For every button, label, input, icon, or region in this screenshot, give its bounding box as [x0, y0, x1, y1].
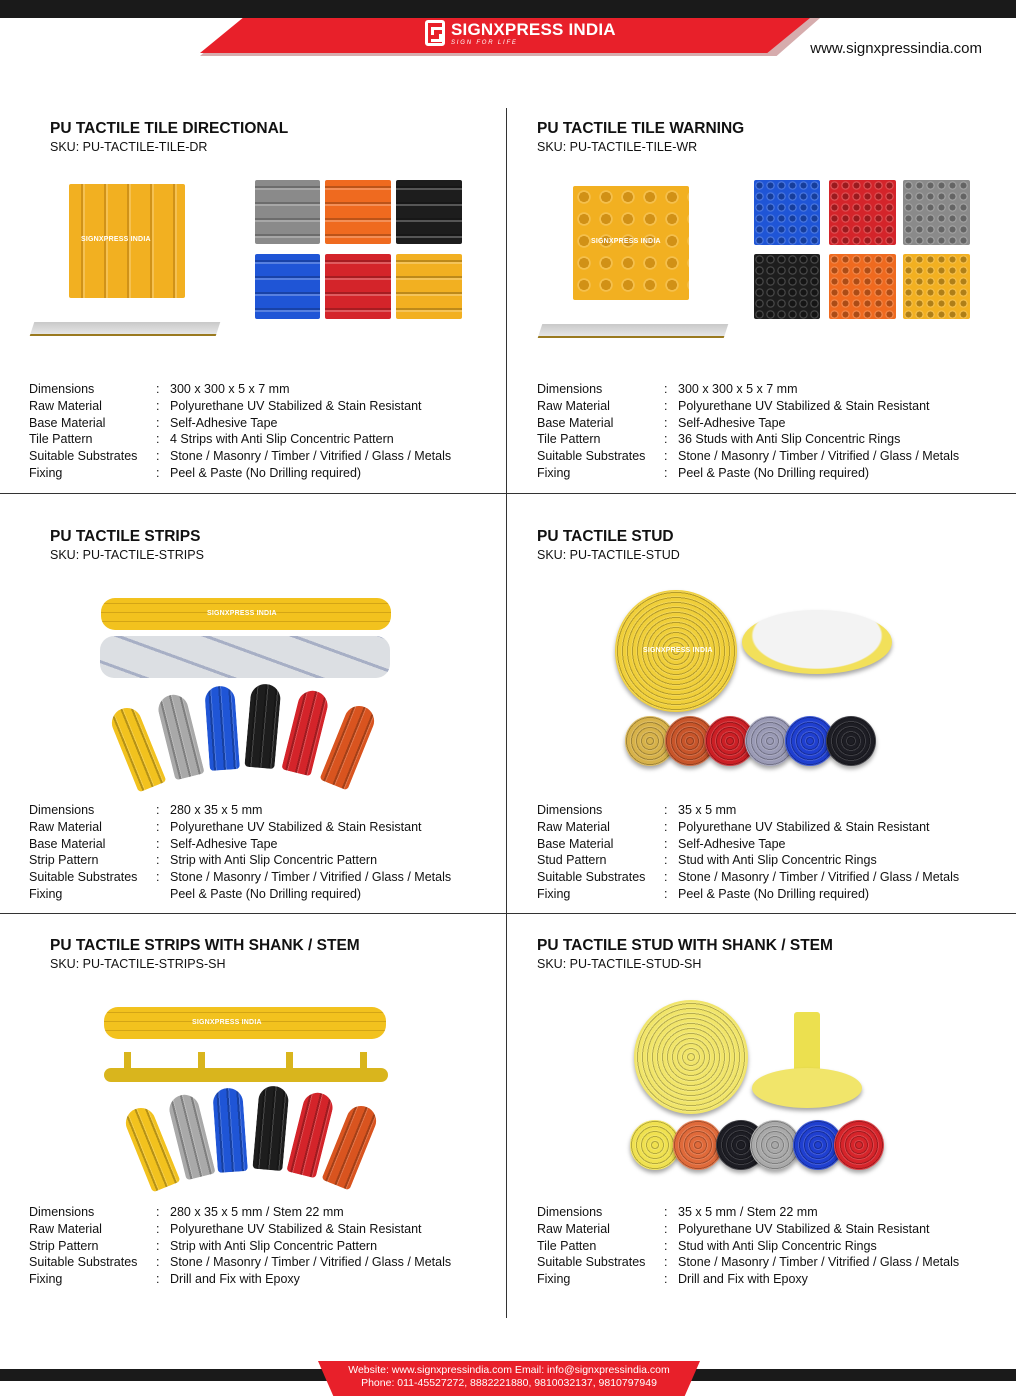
spec-row [537, 802, 959, 819]
spec-label: Suitable Substrates [29, 1255, 138, 1270]
spec-value: 300 x 300 x 5 x 7 mm [170, 382, 290, 396]
spec-value: Strip with Anti Slip Concentric Pattern [170, 853, 378, 868]
product-sku: SKU: PU-TACTILE-STRIPS [50, 548, 204, 562]
stud-swatch-red [834, 1120, 884, 1170]
strip-stem [360, 1052, 367, 1070]
spec-colon: : [156, 382, 160, 396]
strip-adhesive-back-image [100, 636, 390, 678]
spec-row [29, 1254, 451, 1271]
spec-row [537, 1271, 959, 1288]
spec-colon: : [664, 415, 668, 430]
spec-value: 35 x 5 mm / Stem 22 mm [678, 1205, 818, 1219]
product-title: PU TACTILE STRIPS WITH SHANK / STEM [50, 937, 360, 954]
spec-label: Base Material [29, 836, 106, 851]
spec-label: Tile Pattern [29, 432, 93, 447]
spec-row [29, 431, 451, 448]
spec-row [29, 1204, 451, 1221]
spec-row [537, 1204, 959, 1221]
spec-colon: : [664, 870, 668, 885]
spec-value: Drill and Fix with Epoxy [678, 1272, 808, 1287]
tile-adhesive-base-image [30, 322, 221, 336]
spec-row [29, 398, 451, 415]
tile-swatch-black [396, 180, 462, 244]
spec-colon: : [156, 1255, 160, 1270]
strip-brand-mark: SIGNXPRESS INDIA [192, 1019, 262, 1026]
spec-value: Stone / Masonry / Timber / Vitrified / Glass / Metals [170, 1255, 452, 1270]
stud-shank-base-image [752, 1068, 862, 1108]
strip-shank-side-image [104, 1068, 388, 1082]
strip-swatch-orange [319, 701, 378, 790]
spec-value: Stone / Masonry / Timber / Vitrified / Glass / Metals [678, 1255, 960, 1270]
strip-stem [124, 1052, 131, 1070]
spec-colon: : [156, 870, 160, 885]
spec-colon: : [156, 836, 160, 851]
strip-shank-top-image [104, 1007, 386, 1039]
spec-label: Dimensions [29, 803, 95, 817]
product-title: PU TACTILE STRIPS [50, 528, 201, 545]
spec-label: Dimensions [29, 1205, 95, 1219]
product-specs [29, 802, 451, 903]
spec-label: Suitable Substrates [537, 449, 646, 464]
spec-colon: : [156, 432, 160, 447]
spec-value: Polyurethane UV Stabilized & Stain Resistant [170, 819, 422, 834]
spec-label: Fixing [537, 465, 571, 480]
spec-row [29, 886, 451, 903]
spec-label: Stud Pattern [537, 853, 607, 868]
spec-colon: : [156, 1238, 160, 1253]
spec-value: 4 Strips with Anti Slip Concentric Pattern [170, 432, 394, 447]
spec-row [29, 836, 451, 853]
strip-stem [198, 1052, 205, 1070]
spec-colon: : [664, 398, 668, 413]
product-sku: SKU: PU-TACTILE-STRIPS-SH [50, 957, 226, 971]
spec-value: Polyurethane UV Stabilized & Stain Resistant [678, 398, 930, 413]
strip-swatch-blue [204, 685, 240, 771]
spec-row [537, 448, 959, 465]
spec-colon: : [664, 836, 668, 851]
row-divider-2 [0, 913, 1016, 914]
tile-adhesive-base-image [538, 324, 729, 338]
spec-colon: : [664, 853, 668, 868]
spec-value: Self-Adhesive Tape [170, 415, 278, 430]
stud-adhesive-back-image [742, 610, 892, 674]
spec-colon: : [156, 819, 160, 834]
tile-swatch-blue [255, 254, 320, 319]
spec-value: Polyurethane UV Stabilized & Stain Resistant [170, 1221, 422, 1236]
spec-label: Raw Material [537, 398, 610, 413]
spec-row [29, 415, 451, 432]
spec-value: Drill and Fix with Epoxy [170, 1272, 300, 1287]
product-sku: SKU: PU-TACTILE-TILE-WR [537, 140, 698, 154]
tile-swatch-blue [754, 180, 820, 245]
spec-label: Dimensions [537, 1205, 603, 1219]
strip-swatch-blue [212, 1087, 248, 1173]
spec-label: Suitable Substrates [537, 1255, 646, 1270]
spec-value: Stone / Masonry / Timber / Vitrified / Glass / Metals [678, 449, 960, 464]
strip-stem [286, 1052, 293, 1070]
spec-colon: : [156, 1205, 160, 1219]
spec-row [537, 398, 959, 415]
tile-swatch-yellow [396, 254, 462, 319]
tile-swatch-grey [255, 180, 320, 244]
spec-label: Fixing [29, 465, 63, 480]
spec-label: Strip Pattern [29, 853, 99, 868]
spec-colon: : [664, 803, 668, 817]
spec-colon: : [156, 1221, 160, 1236]
spec-value: Stone / Masonry / Timber / Vitrified / Glass / Metals [170, 870, 452, 885]
spec-value: 35 x 5 mm [678, 803, 737, 817]
product-specs [537, 381, 959, 482]
spec-colon: : [156, 1272, 160, 1287]
spec-label: Dimensions [537, 382, 603, 396]
spec-value: 36 Studs with Anti Slip Concentric Rings [678, 432, 901, 447]
spec-row [537, 1254, 959, 1271]
spec-row [537, 381, 959, 398]
strip-swatch-yellow [107, 703, 166, 792]
product-specs [29, 1204, 451, 1288]
spec-colon: : [664, 382, 668, 396]
warning-tile-main-image [573, 186, 689, 300]
spec-value: Peel & Paste (No Drilling required) [678, 886, 870, 901]
spec-value: Strip with Anti Slip Concentric Pattern [170, 1238, 378, 1253]
spec-row [537, 819, 959, 836]
spec-row [537, 886, 959, 903]
spec-value: Polyurethane UV Stabilized & Stain Resistant [170, 398, 422, 413]
spec-row [537, 869, 959, 886]
spec-label: Fixing [537, 886, 571, 901]
spec-label: Tile Pattern [537, 432, 601, 447]
footer-contact [318, 1364, 700, 1390]
spec-colon: : [664, 1205, 668, 1219]
spec-row [537, 1238, 959, 1255]
spec-colon: : [664, 819, 668, 834]
product-title: PU TACTILE STUD WITH SHANK / STEM [537, 937, 833, 954]
spec-value: Self-Adhesive Tape [678, 836, 786, 851]
tile-swatch-red [325, 254, 391, 319]
tile-swatch-black [754, 254, 820, 319]
header-website: www.signxpressindia.com [810, 40, 982, 57]
spec-value: Peel & Paste (No Drilling required) [170, 886, 362, 901]
spec-row [29, 1238, 451, 1255]
spec-row [537, 836, 959, 853]
spec-label: Raw Material [29, 819, 102, 834]
spec-value: Self-Adhesive Tape [170, 836, 278, 851]
tile-swatch-orange [325, 180, 391, 244]
spec-colon: : [156, 465, 160, 480]
spec-colon: : [664, 1221, 668, 1236]
footer-phone: Phone: 011-45527272, 8882221880, 9810032137, 9810797949 [361, 1377, 657, 1389]
spec-value: Peel & Paste (No Drilling required) [678, 465, 870, 480]
spec-row [537, 852, 959, 869]
spec-label: Base Material [537, 836, 614, 851]
spec-value: 280 x 35 x 5 mm [170, 803, 263, 817]
stud-shank-top-image [634, 1000, 748, 1114]
spec-label: Raw Material [537, 1221, 610, 1236]
spec-colon: : [664, 449, 668, 464]
stud-swatch-black [826, 716, 876, 766]
column-divider [506, 108, 507, 1318]
tile-swatch-grey [903, 180, 970, 245]
product-specs [537, 1204, 959, 1288]
spec-value: 280 x 35 x 5 mm / Stem 22 mm [170, 1205, 344, 1219]
spec-label: Strip Pattern [29, 1238, 99, 1253]
strip-swatch-black [252, 1085, 289, 1171]
row-divider-1 [0, 493, 1016, 494]
spec-row [29, 852, 451, 869]
spec-label: Tile Patten [537, 1238, 597, 1253]
spec-label: Raw Material [29, 1221, 102, 1236]
tile-swatch-orange [829, 254, 896, 319]
spec-label: Raw Material [537, 819, 610, 834]
spec-label: Raw Material [29, 398, 102, 413]
logo-s-icon [425, 20, 445, 46]
brand-name: SIGNXPRESS INDIA [451, 20, 616, 39]
spec-colon: : [156, 853, 160, 868]
brand-tagline: SIGN FOR LIFE [451, 40, 518, 46]
spec-label: Suitable Substrates [29, 870, 138, 885]
directional-tile-main-image [69, 184, 185, 298]
spec-value: 300 x 300 x 5 x 7 mm [678, 382, 798, 396]
spec-row [29, 1221, 451, 1238]
spec-colon: : [664, 1238, 668, 1253]
tile-brand-mark: SIGNXPRESS INDIA [81, 236, 151, 243]
spec-value: Stone / Masonry / Timber / Vitrified / Glass / Metals [678, 870, 960, 885]
spec-value: Stone / Masonry / Timber / Vitrified / Glass / Metals [170, 449, 452, 464]
product-title: PU TACTILE TILE DIRECTIONAL [50, 120, 289, 137]
strip-top-image [101, 598, 391, 630]
spec-row [537, 415, 959, 432]
spec-row [537, 431, 959, 448]
spec-value: Polyurethane UV Stabilized & Stain Resistant [678, 819, 930, 834]
spec-label: Dimensions [29, 382, 95, 396]
product-sku: SKU: PU-TACTILE-TILE-DR [50, 140, 208, 154]
spec-row [29, 819, 451, 836]
tile-swatch-red [829, 180, 896, 245]
spec-label: Base Material [29, 415, 106, 430]
spec-row [29, 465, 451, 482]
strip-brand-mark: SIGNXPRESS INDIA [207, 610, 277, 617]
spec-colon: : [664, 465, 668, 480]
spec-colon: : [156, 398, 160, 413]
spec-value: Polyurethane UV Stabilized & Stain Resistant [678, 1221, 930, 1236]
spec-colon: : [156, 803, 160, 817]
spec-colon: : [664, 1255, 668, 1270]
strip-swatch-black [244, 683, 281, 769]
spec-colon [156, 886, 170, 903]
spec-row [29, 802, 451, 819]
stud-brand-mark: SIGNXPRESS INDIA [643, 647, 713, 654]
product-title: PU TACTILE STUD [537, 528, 674, 545]
strip-swatch-grey [155, 692, 204, 781]
spec-label: Dimensions [537, 803, 603, 817]
brand-logo [425, 20, 616, 47]
spec-row [29, 448, 451, 465]
spec-row [537, 465, 959, 482]
product-sku: SKU: PU-TACTILE-STUD-SH [537, 957, 702, 971]
spec-row [537, 1221, 959, 1238]
footer-website-email: Website: www.signxpressindia.com Email: info@signxpressindia.com [348, 1364, 670, 1376]
spec-value: Stud with Anti Slip Concentric Rings [678, 1238, 877, 1253]
spec-row [29, 381, 451, 398]
spec-value: Self-Adhesive Tape [678, 415, 786, 430]
product-sku: SKU: PU-TACTILE-STUD [537, 548, 680, 562]
spec-label: Suitable Substrates [537, 870, 646, 885]
product-title: PU TACTILE TILE WARNING [537, 120, 745, 137]
tile-brand-mark: SIGNXPRESS INDIA [591, 238, 661, 245]
spec-row [29, 869, 451, 886]
spec-colon: : [664, 886, 668, 901]
header-top-bar [0, 0, 1016, 18]
spec-colon: : [156, 415, 160, 430]
spec-value: Stud with Anti Slip Concentric Rings [678, 853, 877, 868]
spec-value: Peel & Paste (No Drilling required) [170, 465, 362, 480]
spec-label: Base Material [537, 415, 614, 430]
spec-label: Fixing [537, 1272, 571, 1287]
tile-swatch-yellow [903, 254, 970, 319]
spec-label: Suitable Substrates [29, 449, 138, 464]
spec-row [29, 1271, 451, 1288]
strip-swatch-red [281, 688, 330, 777]
spec-label: Fixing [29, 886, 63, 901]
product-specs [537, 802, 959, 903]
product-specs [29, 381, 451, 482]
spec-colon: : [664, 1272, 668, 1287]
spec-colon: : [664, 432, 668, 447]
spec-label: Fixing [29, 1272, 63, 1287]
spec-colon: : [156, 449, 160, 464]
stud-top-image [615, 590, 737, 712]
